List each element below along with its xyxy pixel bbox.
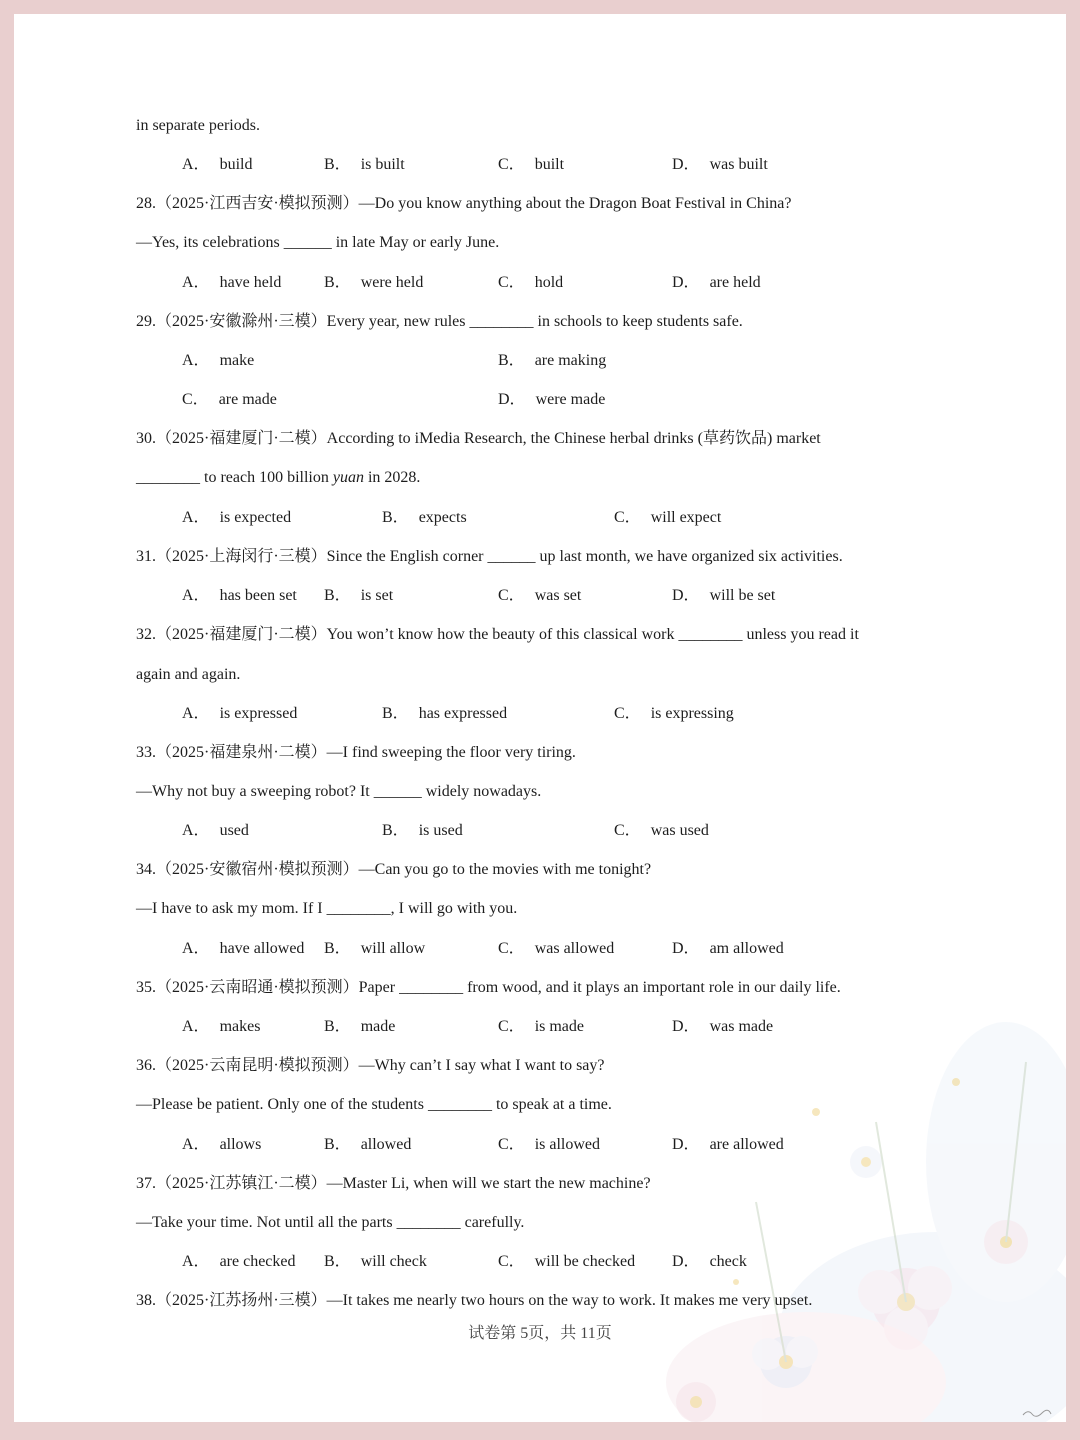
question-35: 35.（2025·云南昭通·模拟预测）Paper ________ from wood, and it plays an important role in our daily life. bbox=[136, 979, 841, 996]
option-letter: A． bbox=[182, 274, 210, 291]
answer-option bbox=[672, 155, 768, 175]
italic-word: yuan bbox=[332, 469, 364, 486]
question-text: again and again. bbox=[136, 666, 241, 683]
option-letter: B． bbox=[324, 587, 351, 604]
exam-page bbox=[14, 14, 1066, 1422]
answer-option bbox=[498, 155, 564, 175]
option-letter: D． bbox=[672, 1136, 700, 1153]
option-letter: B． bbox=[324, 156, 351, 173]
option-text: are making bbox=[534, 352, 607, 369]
option-letter: B． bbox=[324, 940, 351, 957]
option-text: is allowed bbox=[534, 1136, 601, 1153]
answer-option bbox=[672, 1017, 773, 1037]
option-text: is expressing bbox=[650, 705, 734, 722]
answer-option bbox=[182, 508, 291, 528]
question-text-part: ________ to reach 100 billion bbox=[136, 469, 333, 486]
option-letter: D． bbox=[672, 274, 700, 291]
answer-option bbox=[324, 1252, 427, 1272]
answer-option bbox=[324, 1135, 411, 1155]
option-text: was allowed bbox=[534, 940, 615, 957]
answer-option bbox=[672, 1135, 784, 1155]
option-letter: B． bbox=[324, 274, 351, 291]
answer-option bbox=[324, 939, 425, 959]
option-text: has expressed bbox=[418, 705, 508, 722]
question-text-part: in 2028. bbox=[363, 469, 421, 486]
answer-option bbox=[382, 704, 507, 724]
option-text: hold bbox=[534, 274, 564, 291]
option-text: will be checked bbox=[534, 1253, 636, 1270]
option-letter: C． bbox=[614, 822, 641, 839]
option-text: allows bbox=[219, 1136, 262, 1153]
answer-option bbox=[324, 273, 423, 293]
question-text: —Yes, its celebrations ______ in late May or early June. bbox=[136, 234, 500, 251]
answer-option bbox=[182, 273, 281, 293]
answer-option bbox=[672, 273, 761, 293]
answer-option bbox=[672, 586, 775, 606]
option-letter: C． bbox=[498, 274, 525, 291]
option-text: was used bbox=[650, 822, 709, 839]
signature-mark-icon bbox=[1022, 1408, 1052, 1418]
option-text: will check bbox=[360, 1253, 427, 1270]
answer-option bbox=[382, 821, 463, 841]
option-letter: D． bbox=[672, 940, 700, 957]
answer-option bbox=[498, 1017, 584, 1037]
option-letter: C． bbox=[498, 940, 525, 957]
answer-option bbox=[672, 1252, 747, 1272]
option-letter: A． bbox=[182, 509, 210, 526]
option-text: is made bbox=[534, 1018, 585, 1035]
answer-option bbox=[182, 155, 252, 175]
answer-option bbox=[324, 155, 405, 175]
option-text: build bbox=[219, 156, 253, 173]
option-letter: D． bbox=[672, 1018, 700, 1035]
option-letter: A． bbox=[182, 705, 210, 722]
option-text: am allowed bbox=[709, 940, 784, 957]
answer-option bbox=[498, 351, 606, 371]
option-letter: D． bbox=[672, 587, 700, 604]
question-38: 38.（2025·江苏扬州·三模）—It takes me nearly two hours on the way to work. It makes me very upset. bbox=[136, 1292, 813, 1309]
answer-option bbox=[182, 351, 254, 371]
option-letter: A． bbox=[182, 940, 210, 957]
option-text: is set bbox=[360, 587, 394, 604]
answer-option bbox=[182, 1017, 260, 1037]
option-text: will allow bbox=[360, 940, 426, 957]
answer-option bbox=[498, 939, 614, 959]
answer-option bbox=[182, 1252, 296, 1272]
option-text: was built bbox=[709, 156, 768, 173]
option-text: were held bbox=[360, 274, 424, 291]
answer-option bbox=[498, 586, 581, 606]
option-letter: B． bbox=[324, 1253, 351, 1270]
question-text bbox=[136, 468, 420, 488]
question-text: —Why not buy a sweeping robot? It ______ widely nowadays. bbox=[136, 783, 542, 800]
page-footer: 试卷第 5页，共 11页 bbox=[468, 1325, 612, 1342]
question-34: 34.（2025·安徽宿州·模拟预测）—Can you go to the movies with me tonight? bbox=[136, 861, 652, 878]
answer-option bbox=[498, 1135, 600, 1155]
option-text: are held bbox=[709, 274, 761, 291]
option-text: has been set bbox=[219, 587, 297, 604]
answer-option bbox=[382, 508, 467, 528]
answer-option bbox=[182, 939, 304, 959]
option-text: makes bbox=[219, 1018, 261, 1035]
option-text: made bbox=[360, 1018, 396, 1035]
option-letter: C． bbox=[498, 1136, 525, 1153]
question-text: in separate periods. bbox=[136, 117, 260, 134]
question-30: 30.（2025·福建厦门·二模）According to iMedia Research, the Chinese herbal drinks (草药饮品) market bbox=[136, 430, 821, 447]
option-text: expects bbox=[418, 509, 467, 526]
option-letter: B． bbox=[324, 1018, 351, 1035]
option-letter: C． bbox=[498, 1253, 525, 1270]
option-letter: D． bbox=[672, 1253, 700, 1270]
option-letter: C． bbox=[182, 391, 209, 408]
option-letter: A． bbox=[182, 156, 210, 173]
answer-option bbox=[672, 939, 784, 959]
option-letter: B． bbox=[382, 822, 409, 839]
option-letter: A． bbox=[182, 1253, 210, 1270]
option-text: is expressed bbox=[219, 705, 298, 722]
option-letter: A． bbox=[182, 352, 210, 369]
option-letter: B． bbox=[382, 705, 409, 722]
answer-option bbox=[614, 821, 709, 841]
answer-option bbox=[614, 508, 721, 528]
answer-option bbox=[614, 704, 734, 724]
option-letter: A． bbox=[182, 587, 210, 604]
option-letter: B． bbox=[324, 1136, 351, 1153]
option-letter: C． bbox=[498, 156, 525, 173]
question-33: 33.（2025·福建泉州·二模）—I find sweeping the floor very tiring. bbox=[136, 744, 576, 761]
question-36: 36.（2025·云南昆明·模拟预测）—Why can’t I say what I want to say? bbox=[136, 1057, 605, 1074]
question-37: 37.（2025·江苏镇江·二模）—Master Li, when will we start the new machine? bbox=[136, 1175, 651, 1192]
option-letter: D． bbox=[672, 156, 700, 173]
option-text: is built bbox=[360, 156, 405, 173]
option-text: built bbox=[534, 156, 565, 173]
answer-option bbox=[182, 390, 277, 410]
option-letter: C． bbox=[498, 587, 525, 604]
option-letter: C． bbox=[614, 509, 641, 526]
option-text: make bbox=[219, 352, 255, 369]
option-text: are checked bbox=[219, 1253, 296, 1270]
answer-option bbox=[182, 1135, 261, 1155]
question-29: 29.（2025·安徽滁州·三模）Every year, new rules ________ in schools to keep students safe. bbox=[136, 313, 743, 330]
option-text: was set bbox=[534, 587, 582, 604]
answer-option bbox=[498, 390, 605, 410]
question-text: —I have to ask my mom. If I ________, I will go with you. bbox=[136, 900, 518, 917]
option-text: have allowed bbox=[219, 940, 305, 957]
option-text: allowed bbox=[360, 1136, 412, 1153]
option-text: will be set bbox=[709, 587, 776, 604]
option-text: used bbox=[219, 822, 249, 839]
option-text: have held bbox=[219, 274, 282, 291]
answer-option bbox=[324, 586, 393, 606]
answer-option bbox=[324, 1017, 395, 1037]
option-text: was made bbox=[709, 1018, 774, 1035]
option-text: were made bbox=[535, 391, 606, 408]
answer-option bbox=[498, 1252, 635, 1272]
option-letter: D． bbox=[498, 391, 526, 408]
option-letter: B． bbox=[382, 509, 409, 526]
option-text: is expected bbox=[219, 509, 292, 526]
question-text: —Please be patient. Only one of the students ________ to speak at a time. bbox=[136, 1096, 612, 1113]
option-letter: A． bbox=[182, 822, 210, 839]
option-letter: A． bbox=[182, 1136, 210, 1153]
question-32: 32.（2025·福建厦门·二模）You won’t know how the beauty of this classical work ________ unless you read it bbox=[136, 626, 859, 643]
answer-option bbox=[182, 704, 297, 724]
option-text: are made bbox=[218, 391, 277, 408]
option-text: check bbox=[709, 1253, 747, 1270]
option-letter: C． bbox=[614, 705, 641, 722]
answer-option bbox=[182, 821, 249, 841]
question-text: —Take your time. Not until all the parts ________ carefully. bbox=[136, 1214, 525, 1231]
option-letter: C． bbox=[498, 1018, 525, 1035]
option-letter: B． bbox=[498, 352, 525, 369]
option-text: are allowed bbox=[709, 1136, 784, 1153]
option-text: is used bbox=[418, 822, 463, 839]
question-31: 31.（2025·上海闵行·三模）Since the English corner ______ up last month, we have organized six activities. bbox=[136, 548, 843, 565]
option-letter: A． bbox=[182, 1018, 210, 1035]
option-text: will expect bbox=[650, 509, 722, 526]
answer-option bbox=[182, 586, 297, 606]
answer-option bbox=[498, 273, 563, 293]
question-28: 28.（2025·江西吉安·模拟预测）—Do you know anything about the Dragon Boat Festival in China? bbox=[136, 195, 792, 212]
